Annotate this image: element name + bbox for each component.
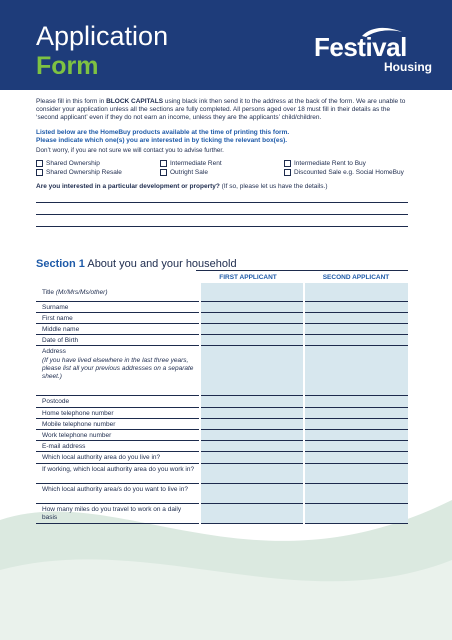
- first-applicant-field[interactable]: [200, 429, 305, 440]
- table-row: [36, 483, 408, 503]
- table-row: [36, 283, 408, 301]
- table-row: [36, 312, 408, 323]
- row-label: Which local authority area do you live in?: [36, 452, 200, 463]
- table-row: [36, 452, 408, 463]
- first-applicant-field[interactable]: [200, 335, 305, 346]
- intro-paragraph: Please fill in this form in BLOCK CAPITALS using black ink then send it to the address at the back of the form. We are unable to consider your application unless all the sections are fully completed. All persons aged over 18 must fill in their details as the ‘second applicant’ even if they do not earn an income, unless they are the applicants’ child/children.: [36, 98, 406, 122]
- first-applicant-field[interactable]: [200, 503, 305, 523]
- second-applicant-field[interactable]: [304, 346, 408, 396]
- second-applicant-field[interactable]: [304, 396, 408, 407]
- checkbox[interactable]: [284, 169, 291, 176]
- table-row: [36, 463, 408, 483]
- first-applicant-field[interactable]: [200, 301, 305, 312]
- row-label: Surname: [36, 301, 200, 312]
- second-applicant-field[interactable]: [304, 452, 408, 463]
- first-applicant-header: FIRST APPLICANT: [219, 274, 277, 281]
- second-applicant-field[interactable]: [304, 323, 408, 334]
- second-applicant-field[interactable]: [304, 301, 408, 312]
- form-title-line1: Application: [36, 21, 169, 51]
- row-label: Work telephone number: [36, 429, 200, 440]
- first-applicant-field[interactable]: [200, 283, 305, 301]
- second-applicant-field[interactable]: [304, 283, 408, 301]
- checkbox[interactable]: [284, 160, 291, 167]
- first-applicant-field[interactable]: [200, 483, 305, 503]
- first-applicant-field[interactable]: [200, 323, 305, 334]
- row-label: Address (If you have lived elsewhere in the last three years, please list all your previous addresses on a separate sheet.): [36, 346, 200, 396]
- second-applicant-field[interactable]: [304, 503, 408, 523]
- table-row: [36, 335, 408, 346]
- row-label: Which local authority area/s do you want to live in?: [36, 483, 200, 503]
- table-row: [36, 441, 408, 452]
- table-row: [36, 396, 408, 407]
- second-applicant-header: SECOND APPLICANT: [322, 274, 390, 281]
- checkbox[interactable]: [36, 160, 43, 167]
- option-outright-sale[interactable]: Outright Sale: [160, 168, 284, 177]
- development-answer-line-1[interactable]: [36, 191, 408, 203]
- first-applicant-field[interactable]: [200, 441, 305, 452]
- row-label: First name: [36, 312, 200, 323]
- second-applicant-field[interactable]: [304, 483, 408, 503]
- option-discounted-sale[interactable]: Discounted Sale e.g. Social HomeBuy: [284, 168, 408, 177]
- option-intermediate-rent-to-buy[interactable]: Intermediate Rent to Buy: [284, 159, 408, 168]
- second-applicant-field[interactable]: [304, 441, 408, 452]
- row-label: Middle name: [36, 323, 200, 334]
- second-applicant-field[interactable]: [304, 335, 408, 346]
- row-label: Mobile telephone number: [36, 418, 200, 429]
- second-applicant-field[interactable]: [304, 312, 408, 323]
- first-applicant-field[interactable]: [200, 452, 305, 463]
- table-row: [36, 429, 408, 440]
- section-1-heading: Section 1 About you and your household: [36, 258, 237, 270]
- row-label: Postcode: [36, 396, 200, 407]
- homebuy-heading-2: Please indicate which one(s) you are interested in by ticking the relevant box(es).: [36, 136, 288, 144]
- second-applicant-field[interactable]: [304, 429, 408, 440]
- homebuy-heading-1: Listed below are the HomeBuy products available at the time of printing this form.: [36, 128, 290, 136]
- table-row: [36, 346, 408, 396]
- homebuy-options: [36, 159, 408, 177]
- first-applicant-field[interactable]: [200, 396, 305, 407]
- table-row: [36, 503, 408, 523]
- header-banner: [0, 0, 452, 90]
- row-label: Home telephone number: [36, 407, 200, 418]
- second-applicant-field[interactable]: [304, 418, 408, 429]
- table-header-rule: [196, 270, 408, 271]
- row-label: If working, which local authority area do you work in?: [36, 463, 200, 483]
- household-table: [36, 283, 408, 524]
- festival-housing-logo: [314, 26, 432, 78]
- option-intermediate-rent[interactable]: Intermediate Rent: [160, 159, 284, 168]
- form-title-line2: Form: [36, 52, 99, 80]
- table-row: [36, 301, 408, 312]
- checkbox[interactable]: [36, 169, 43, 176]
- table-row: [36, 407, 408, 418]
- option-shared-ownership-resale[interactable]: Shared Ownership Resale: [36, 168, 160, 177]
- development-question: Are you interested in a particular development or property? (If so, please let us have the details.): [36, 183, 328, 191]
- second-applicant-field[interactable]: [304, 463, 408, 483]
- form-intro-section: [36, 98, 408, 227]
- first-applicant-field[interactable]: [200, 463, 305, 483]
- homebuy-note: Don’t worry, if you are not sure we will contact you to advise further.: [36, 147, 224, 155]
- row-label: How many miles do you travel to work on a daily basis: [36, 503, 200, 523]
- checkbox[interactable]: [160, 169, 167, 176]
- first-applicant-field[interactable]: [200, 312, 305, 323]
- checkbox[interactable]: [160, 160, 167, 167]
- development-answer-line-3[interactable]: [36, 215, 408, 227]
- first-applicant-field[interactable]: [200, 346, 305, 396]
- logo-sub-text: Housing: [384, 60, 432, 74]
- row-label: Title (Mr/Mrs/Ms/other): [36, 283, 200, 301]
- first-applicant-field[interactable]: [200, 418, 305, 429]
- development-answer-line-2[interactable]: [36, 203, 408, 215]
- second-applicant-field[interactable]: [304, 407, 408, 418]
- table-row: [36, 323, 408, 334]
- logo-main-text: Festival: [314, 32, 407, 62]
- option-shared-ownership[interactable]: Shared Ownership: [36, 159, 160, 168]
- row-label: Date of Birth: [36, 335, 200, 346]
- row-label: E-mail address: [36, 441, 200, 452]
- first-applicant-field[interactable]: [200, 407, 305, 418]
- table-row: [36, 418, 408, 429]
